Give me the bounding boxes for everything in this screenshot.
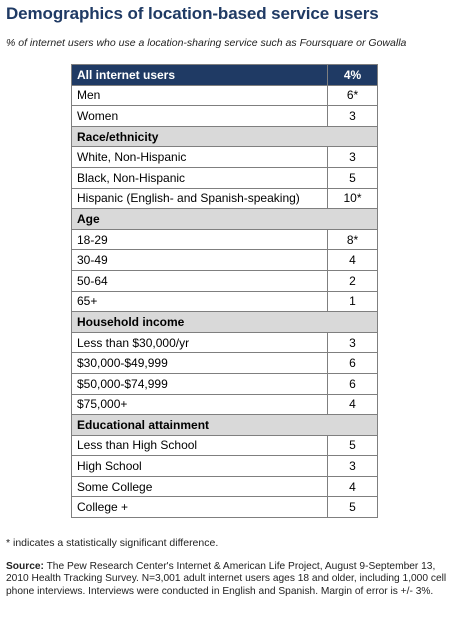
page-title: Demographics of location-based service users xyxy=(6,4,379,23)
table-row xyxy=(72,250,378,271)
row-label: 18-29 xyxy=(72,229,328,250)
footnote: * indicates a statistically significant difference. xyxy=(6,537,219,549)
row-value: 10* xyxy=(328,188,378,209)
row-value: 8* xyxy=(328,229,378,250)
table-row xyxy=(72,291,378,312)
section-heading-row xyxy=(72,415,378,436)
row-label: Black, Non-Hispanic xyxy=(72,167,328,188)
table-row xyxy=(72,106,378,127)
table-row xyxy=(72,85,378,106)
table-header-row xyxy=(72,65,378,86)
row-label: $30,000-$49,999 xyxy=(72,353,328,374)
row-label: White, Non-Hispanic xyxy=(72,147,328,168)
row-value: 3 xyxy=(328,332,378,353)
row-label: College + xyxy=(72,497,328,518)
table-row xyxy=(72,497,378,518)
section-heading: Educational attainment xyxy=(72,415,378,436)
row-label: $50,000-$74,999 xyxy=(72,373,328,394)
page-subtitle: % of internet users who use a location-sharing service such as Foursquare or Gowalla xyxy=(6,37,407,49)
row-value: 3 xyxy=(328,106,378,127)
row-value: 4 xyxy=(328,476,378,497)
section-heading-row xyxy=(72,312,378,333)
table-row xyxy=(72,373,378,394)
source-text: The Pew Research Center's Internet & American Life Project, August 9-September 13, 2010 Health Tracking Survey. N=3,001 adult internet users ages 18 and older, including 1,000 cell phone interviews. Interviews were conducted in English and Spanish. Margin of error is +/- 3%. xyxy=(6,561,447,597)
row-value: 6 xyxy=(328,353,378,374)
row-label: Less than $30,000/yr xyxy=(72,332,328,353)
row-label: Less than High School xyxy=(72,435,328,456)
row-value: 5 xyxy=(328,167,378,188)
row-label: 65+ xyxy=(72,291,328,312)
row-value: 1 xyxy=(328,291,378,312)
table-row xyxy=(72,167,378,188)
table-row xyxy=(72,476,378,497)
row-label: 30-49 xyxy=(72,250,328,271)
row-label: Hispanic (English- and Spanish-speaking) xyxy=(72,188,328,209)
row-value: 6* xyxy=(328,85,378,106)
table-row xyxy=(72,456,378,477)
row-value: 6 xyxy=(328,373,378,394)
section-heading-row xyxy=(72,209,378,230)
row-label: Men xyxy=(72,85,328,106)
table-row xyxy=(72,147,378,168)
section-heading: Household income xyxy=(72,312,378,333)
row-value: 4 xyxy=(328,250,378,271)
table-row xyxy=(72,394,378,415)
table-body xyxy=(72,65,378,518)
table-row xyxy=(72,229,378,250)
source-label: Source: xyxy=(6,561,44,572)
row-label: Some College xyxy=(72,476,328,497)
row-value: 5 xyxy=(328,497,378,518)
row-value: 5 xyxy=(328,435,378,456)
section-heading: Race/ethnicity xyxy=(72,126,378,147)
demographics-table xyxy=(71,64,378,518)
row-value: 3 xyxy=(328,147,378,168)
source-note xyxy=(6,561,458,598)
table-row xyxy=(72,353,378,374)
row-label: $75,000+ xyxy=(72,394,328,415)
row-label: Women xyxy=(72,106,328,127)
section-heading: Age xyxy=(72,209,378,230)
header-label: All internet users xyxy=(72,65,328,86)
table-row xyxy=(72,270,378,291)
row-value: 2 xyxy=(328,270,378,291)
table-row xyxy=(72,435,378,456)
header-value: 4% xyxy=(328,65,378,86)
row-label: High School xyxy=(72,456,328,477)
row-label: 50-64 xyxy=(72,270,328,291)
row-value: 4 xyxy=(328,394,378,415)
table-row xyxy=(72,188,378,209)
row-value: 3 xyxy=(328,456,378,477)
section-heading-row xyxy=(72,126,378,147)
table-row xyxy=(72,332,378,353)
